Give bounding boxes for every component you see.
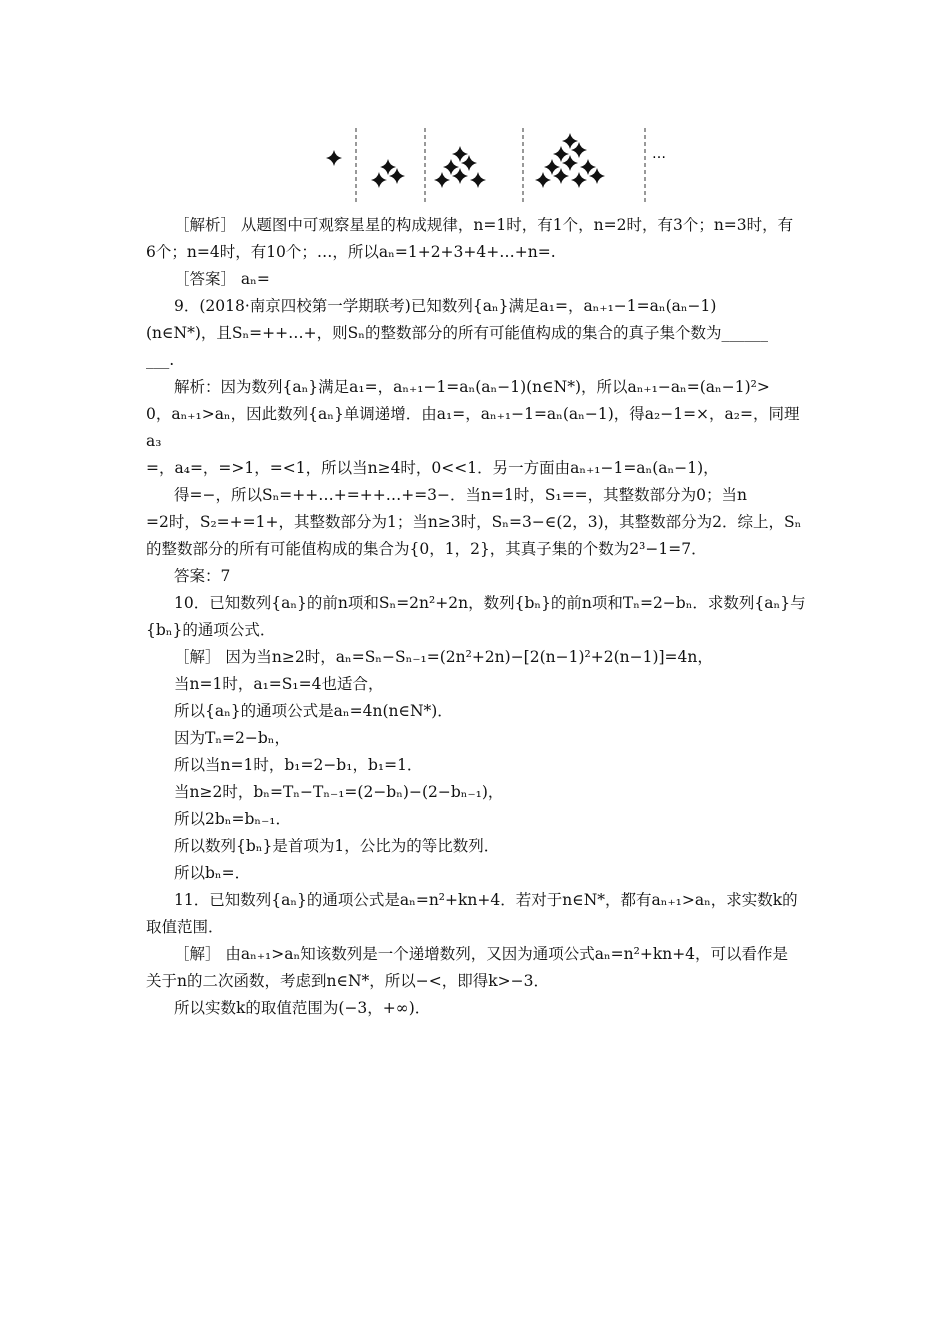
figure-ellipsis: …	[652, 146, 666, 162]
star-icon	[452, 168, 468, 184]
text-line: (n∈N*)，且Sₙ=++…+，则Sₙ的整数部分的所有可能值构成的集合的真子集个数为______	[146, 324, 768, 342]
text-line: {bₙ}的通项公式．	[146, 621, 276, 639]
star-icon	[326, 150, 342, 166]
text-line: ___.	[146, 351, 175, 369]
text-line: 当n=1时，a₁=S₁=4也适合，	[174, 675, 384, 693]
star-icon	[434, 172, 450, 188]
solution-text	[146, 212, 810, 1022]
question-11-line: 11．已知数列{aₙ}的通项公式是aₙ=n²+kn+4．若对于n∈N*，都有aₙ₊₁>aₙ，求实数k的	[174, 891, 798, 909]
question-9-line: 9．(2018·南京四校第一学期联考)已知数列{aₙ}满足a₁=，aₙ₊₁−1=aₙ(aₙ−1)	[174, 297, 717, 315]
star-icon	[562, 155, 578, 171]
star-icon	[389, 168, 405, 184]
text-line: 所以数列{bₙ}是首项为1，公比为的等比数列．	[174, 837, 500, 855]
star-icon	[470, 172, 486, 188]
text-line: ［答案］ aₙ=	[174, 270, 270, 288]
text-line: 0，aₙ₊₁>aₙ，因此数列{aₙ}单调递增．由a₁=，aₙ₊₁−1=aₙ(aₙ−1)，得a₂−1=×，a₂=，同理a₃	[146, 405, 800, 450]
text-line: ［解］ 因为当n≥2时，aₙ=Sₙ−Sₙ₋₁=(2n²+2n)−[2(n−1)²+2(n−1)]=4n，	[174, 648, 713, 666]
text-line: 所以当n=1时，b₁=2−b₁，b₁=1．	[174, 756, 423, 774]
text-line: =，a₄=，=>1，=<1，所以当n≥4时，0<<1．另一方面由aₙ₊₁−1=aₙ(aₙ−1)，	[146, 459, 719, 477]
text-line: 得=−，所以Sₙ=++…+=++…+=3−．当n=1时，S₁==，其整数部分为0；当n	[174, 486, 748, 504]
star-icon	[553, 168, 569, 184]
text-line: 所以2bₙ=bₙ₋₁．	[174, 810, 291, 828]
answer-line: 答案：7	[174, 567, 231, 585]
star-pattern-svg	[310, 118, 680, 208]
star-icon	[571, 172, 587, 188]
star-icon	[380, 159, 396, 175]
text-line: 所以实数k的取值范围为(−3，+∞)．	[174, 999, 431, 1017]
text-line: 当n≥2时，bₙ=Tₙ−Tₙ₋₁=(2−bₙ)−(2−bₙ₋₁)，	[174, 783, 504, 801]
text-line: ［解析］ 从题图中可观察星星的构成规律，n=1时，有1个，n=2时，有3个；n=3时，有	[174, 216, 794, 234]
star-icon	[443, 159, 459, 175]
text-line: 关于n的二次函数，考虑到n∈N*，所以−<，即得k>−3．	[146, 972, 549, 990]
text-line: 取值范围．	[146, 918, 224, 936]
star-icon	[562, 133, 578, 149]
text-line: 6个；n=4时，有10个；…，所以aₙ=1+2+3+4+…+n=.	[146, 243, 556, 261]
star-icon	[544, 159, 560, 175]
star-icon	[580, 159, 596, 175]
star-icon	[535, 172, 551, 188]
text-line: 所以bₙ=．	[174, 864, 251, 882]
star-icon	[589, 168, 605, 184]
star-icon	[571, 142, 587, 158]
star-pattern-figure	[310, 118, 680, 208]
question-10-line: 10．已知数列{aₙ}的前n项和Sₙ=2n²+2n，数列{bₙ}的前n项和Tₙ=2−bₙ．求数列{aₙ}与	[174, 594, 806, 612]
star-icon	[461, 155, 477, 171]
star-icon	[371, 172, 387, 188]
star-icon	[452, 146, 468, 162]
star-icon	[553, 146, 569, 162]
text-line: 的整数部分的所有可能值构成的集合为{0，1，2}，其真子集的个数为2³−1=7．	[146, 540, 707, 558]
text-line: =2时，S₂=+=1+，其整数部分为1；当n≥3时，Sₙ=3−∈(2，3)，其整数部分为2．综上，Sₙ	[146, 513, 802, 531]
text-line: 所以{aₙ}的通项公式是aₙ=4n(n∈N*)．	[174, 702, 453, 720]
text-line: 解析：因为数列{aₙ}满足a₁=，aₙ₊₁−1=aₙ(aₙ−1)(n∈N*)，所以aₙ₊₁−aₙ=(aₙ−1)²>	[174, 378, 770, 396]
text-line: 因为Tₙ=2−bₙ，	[174, 729, 291, 747]
text-line: ［解］ 由aₙ₊₁>aₙ知该数列是一个递增数列，又因为通项公式aₙ=n²+kn+4，可以看作是	[174, 945, 789, 963]
